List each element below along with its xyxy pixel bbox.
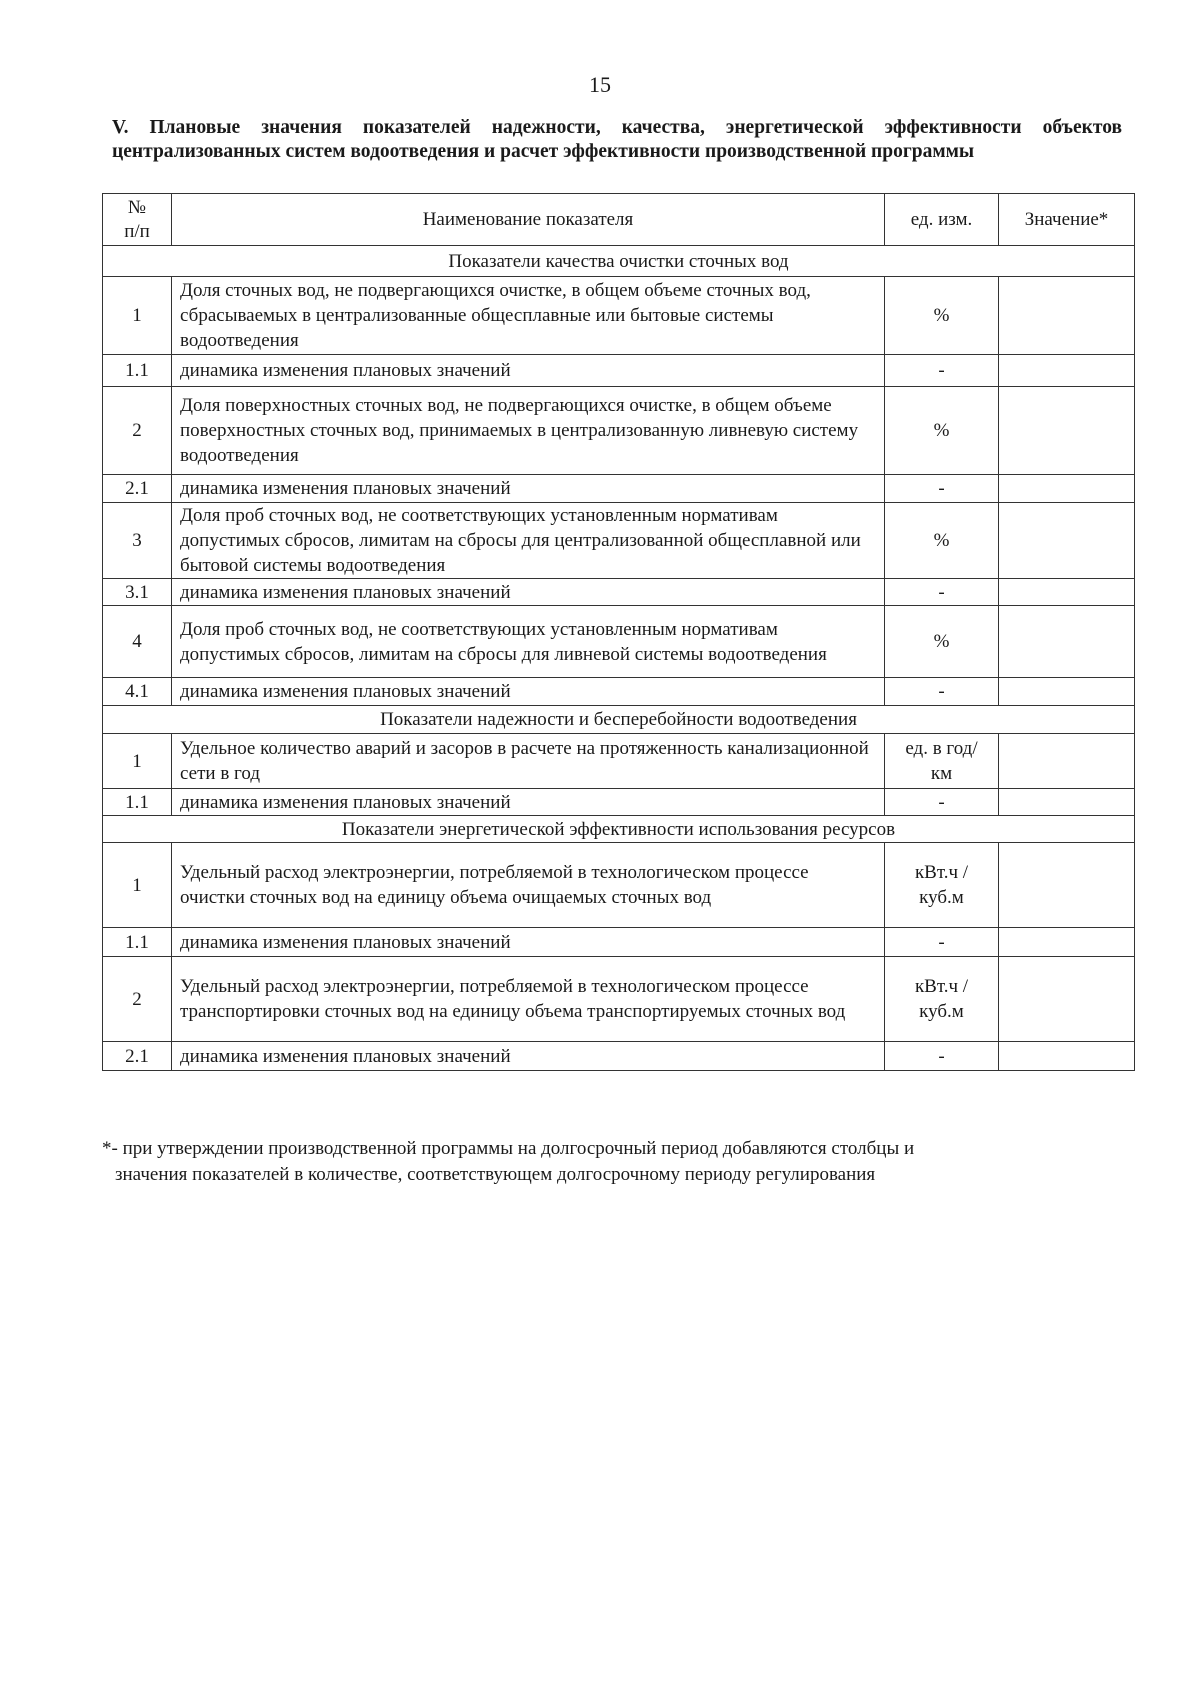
- table-row: [103, 957, 1135, 1042]
- section-title-cell: Показатели энергетической эффективности использования ресурсов: [103, 816, 1135, 843]
- indicators-table: [102, 193, 1135, 1071]
- indicator-name-cell: динамика изменения плановых значений: [172, 678, 885, 706]
- value-cell: [999, 355, 1135, 387]
- indicator-name-cell: Доля поверхностных сточных вод, не подвергающихся очистке, в общем объеме поверхностных сточных вод, принимаемых в централизованную ливневую систему водоотведения: [172, 387, 885, 475]
- section-header-row: [103, 706, 1135, 734]
- value-cell: [999, 475, 1135, 503]
- indicator-name-cell: динамика изменения плановых значений: [172, 1042, 885, 1071]
- header-value: Значение*: [999, 194, 1135, 246]
- value-cell: [999, 734, 1135, 789]
- indicator-name-cell: Доля сточных вод, не подвергающихся очистке, в общем объеме сточных вод, сбрасываемых в централизованные общесплавные или бытовые системы водоотведения: [172, 277, 885, 355]
- unit-cell: кВт.ч / куб.м: [885, 957, 999, 1042]
- value-cell: [999, 1042, 1135, 1071]
- page-number: 15: [589, 72, 611, 97]
- row-number-cell: 1: [103, 734, 172, 789]
- value-cell: [999, 789, 1135, 816]
- table-row: [103, 789, 1135, 816]
- indicator-name-cell: Удельное количество аварий и засоров в расчете на протяженность канализационной сети в год: [172, 734, 885, 789]
- value-cell: [999, 606, 1135, 678]
- unit-cell: -: [885, 1042, 999, 1071]
- indicator-name-cell: динамика изменения плановых значений: [172, 355, 885, 387]
- unit-cell: %: [885, 606, 999, 678]
- indicator-name-cell: Удельный расход электроэнергии, потребляемой в технологическом процессе очистки сточных вод на единицу объема очищаемых сточных вод: [172, 843, 885, 928]
- value-cell: [999, 957, 1135, 1042]
- row-number-cell: 1.1: [103, 789, 172, 816]
- row-number-cell: 3.1: [103, 579, 172, 606]
- unit-cell: %: [885, 277, 999, 355]
- row-number-cell: 1: [103, 277, 172, 355]
- indicator-name-cell: динамика изменения плановых значений: [172, 928, 885, 957]
- value-cell: [999, 503, 1135, 579]
- section-title: V. Плановые значения показателей надежности, качества, энергетической эффективности объектов централизованных систем водоотведения и расчет эффективности производственной программы: [112, 117, 1122, 162]
- table-row: [103, 579, 1135, 606]
- value-cell: [999, 579, 1135, 606]
- table-row: [103, 387, 1135, 475]
- section-header-row: [103, 246, 1135, 277]
- row-number-cell: 1.1: [103, 928, 172, 957]
- indicator-name-cell: динамика изменения плановых значений: [172, 579, 885, 606]
- section-title-cell: Показатели качества очистки сточных вод: [103, 246, 1135, 277]
- footnote-line-1: *- при утверждении производственной программы на долгосрочный период добавляются столбцы и: [102, 1138, 915, 1159]
- row-number-cell: 1.1: [103, 355, 172, 387]
- table-row: [103, 355, 1135, 387]
- unit-cell: -: [885, 678, 999, 706]
- table-row: [103, 503, 1135, 579]
- table-row: [103, 1042, 1135, 1071]
- unit-cell: %: [885, 387, 999, 475]
- unit-cell: -: [885, 928, 999, 957]
- header-num-abbr: п/п: [124, 220, 150, 242]
- row-number-cell: 4: [103, 606, 172, 678]
- value-cell: [999, 928, 1135, 957]
- table-row: [103, 678, 1135, 706]
- value-cell: [999, 387, 1135, 475]
- value-cell: [999, 277, 1135, 355]
- table-row: [103, 475, 1135, 503]
- indicator-name-cell: Доля проб сточных вод, не соответствующих установленным нормативам допустимых сбросов, лимитам на сбросы для ливневой системы водоотведения: [172, 606, 885, 678]
- section-header-row: [103, 816, 1135, 843]
- indicator-name-cell: Доля проб сточных вод, не соответствующих установленным нормативам допустимых сбросов, лимитам на сбросы для централизованной общесплавной или бытовой системы водоотведения: [172, 503, 885, 579]
- table-row: [103, 277, 1135, 355]
- unit-cell: -: [885, 475, 999, 503]
- footnote-line-2: значения показателей в количестве, соответствующем долгосрочному периоду регулирования: [115, 1164, 876, 1185]
- value-cell: [999, 678, 1135, 706]
- row-number-cell: 2.1: [103, 475, 172, 503]
- table-header-row: [103, 194, 1135, 246]
- row-number-cell: 1: [103, 843, 172, 928]
- row-number-cell: 4.1: [103, 678, 172, 706]
- unit-cell: ед. в год/ км: [885, 734, 999, 789]
- table-row: [103, 843, 1135, 928]
- footnote: [102, 1136, 1142, 1188]
- table-row: [103, 928, 1135, 957]
- header-unit: ед. изм.: [885, 194, 999, 246]
- section-title-cell: Показатели надежности и бесперебойности водоотведения: [103, 706, 1135, 734]
- table-body: [103, 246, 1135, 1071]
- value-cell: [999, 843, 1135, 928]
- indicator-name-cell: динамика изменения плановых значений: [172, 789, 885, 816]
- unit-cell: -: [885, 579, 999, 606]
- unit-cell: -: [885, 789, 999, 816]
- header-num-sign: №: [127, 196, 147, 218]
- table-row: [103, 606, 1135, 678]
- unit-cell: -: [885, 355, 999, 387]
- row-number-cell: 2.1: [103, 1042, 172, 1071]
- row-number-cell: 3: [103, 503, 172, 579]
- row-number-cell: 2: [103, 957, 172, 1042]
- row-number-cell: 2: [103, 387, 172, 475]
- unit-cell: %: [885, 503, 999, 579]
- header-num: [103, 194, 172, 246]
- indicator-name-cell: динамика изменения плановых значений: [172, 475, 885, 503]
- table-row: [103, 734, 1135, 789]
- indicator-name-cell: Удельный расход электроэнергии, потребляемой в технологическом процессе транспортировки сточных вод на единицу объема транспортируемых сточных вод: [172, 957, 885, 1042]
- unit-cell: кВт.ч / куб.м: [885, 843, 999, 928]
- header-name: Наименование показателя: [172, 194, 885, 246]
